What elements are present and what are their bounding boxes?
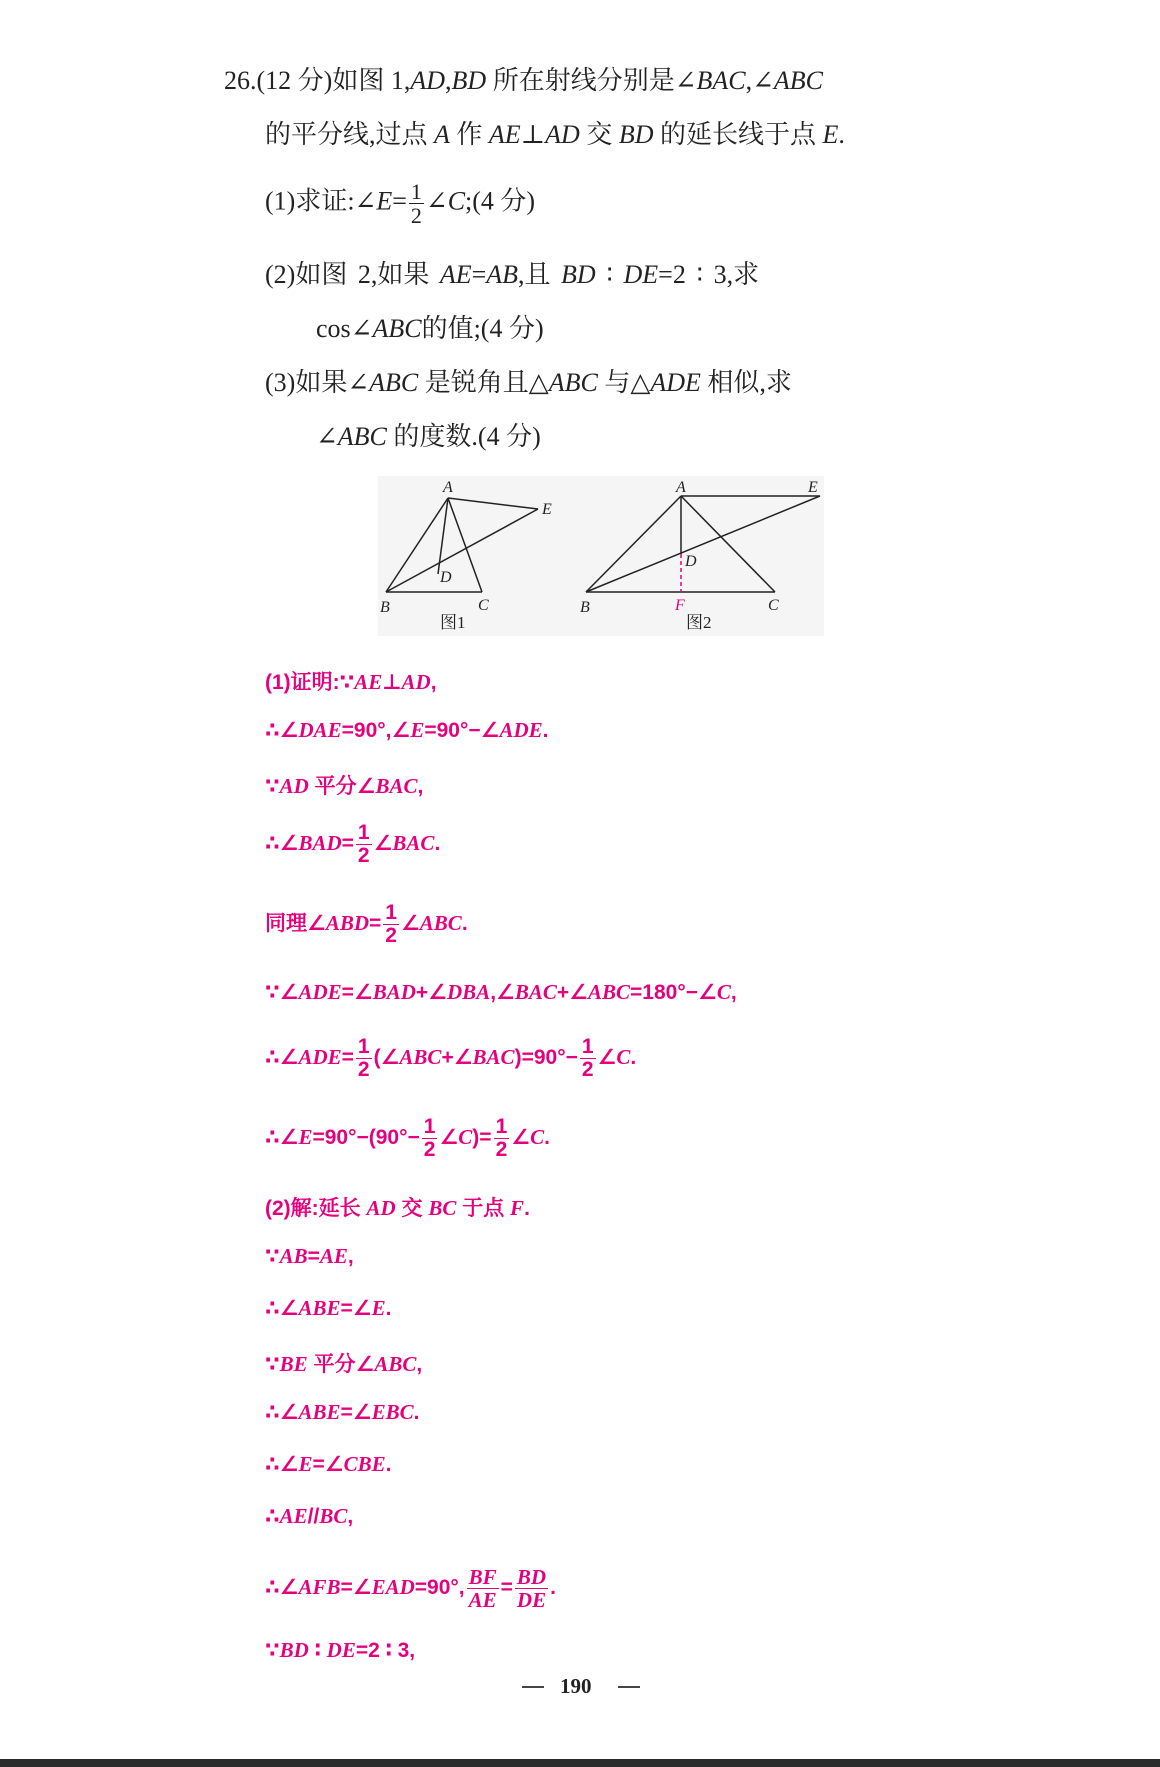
fig1-line-ac bbox=[448, 498, 482, 592]
fig1-label-b: B bbox=[380, 599, 390, 616]
math: DAE bbox=[298, 718, 342, 742]
question-line-1 bbox=[224, 68, 823, 94]
fraction bbox=[467, 1566, 499, 1611]
text: ∵ bbox=[265, 1639, 280, 1662]
math: AB bbox=[486, 260, 519, 289]
fig1-line-ae bbox=[448, 498, 538, 509]
text: . bbox=[630, 1046, 637, 1070]
text: ⊥ bbox=[382, 671, 402, 694]
text: 平分∠ bbox=[307, 1353, 375, 1376]
numerator: 1 bbox=[495, 1115, 508, 1138]
numerator: BF bbox=[468, 1565, 497, 1589]
fig2-caption: 图2 bbox=[686, 613, 712, 632]
question-line-2 bbox=[265, 122, 845, 148]
denominator: 2 bbox=[357, 844, 370, 868]
text: +∠ bbox=[441, 1046, 473, 1070]
math: BAC bbox=[375, 774, 418, 798]
text: =90°,∠ bbox=[341, 719, 411, 742]
math: ABC bbox=[372, 314, 422, 343]
math: BAC bbox=[514, 980, 557, 1004]
math: ABC bbox=[419, 911, 462, 936]
solution-line-16 bbox=[265, 1566, 556, 1611]
text: . bbox=[461, 912, 468, 936]
fig2-label-f: F bbox=[675, 597, 685, 614]
solution-line-14 bbox=[265, 1452, 391, 1477]
text: (3)如果∠ bbox=[265, 368, 370, 397]
fraction bbox=[409, 180, 424, 227]
solution-line-5 bbox=[265, 902, 468, 947]
question-part-3 bbox=[265, 370, 792, 396]
text: . bbox=[544, 1126, 550, 1150]
math: ABC bbox=[548, 368, 598, 397]
text: , bbox=[430, 671, 437, 694]
text: = bbox=[471, 260, 487, 289]
fraction bbox=[515, 1566, 548, 1611]
fraction bbox=[422, 1116, 438, 1161]
text: =180°−∠ bbox=[630, 981, 717, 1004]
figure-1 bbox=[386, 498, 538, 592]
math: ABC bbox=[773, 66, 823, 95]
math: AD bbox=[366, 1196, 396, 1220]
text: ∠ bbox=[373, 832, 393, 856]
question-part-3-cont bbox=[316, 424, 541, 450]
math: BAD bbox=[372, 980, 416, 1004]
figure-2 bbox=[586, 496, 820, 592]
solution-line-7 bbox=[265, 1036, 636, 1081]
text: ∴∠ bbox=[265, 1453, 299, 1476]
math: DBA bbox=[447, 980, 491, 1004]
footer-rule-right bbox=[618, 1686, 640, 1688]
page-number: 190 bbox=[560, 1674, 592, 1698]
text: , bbox=[416, 1353, 423, 1376]
text: ∴∠ bbox=[265, 1401, 299, 1424]
text: 的平分线,过点 bbox=[265, 120, 435, 149]
math: DE bbox=[623, 260, 659, 289]
solution-line-10 bbox=[265, 1244, 354, 1269]
text: . bbox=[434, 832, 441, 856]
denominator: 2 bbox=[423, 1138, 436, 1162]
text: . bbox=[385, 1297, 392, 1320]
text: ∴∠ bbox=[265, 1297, 299, 1320]
fig1-label-d: D bbox=[440, 569, 452, 586]
text: ∴∠ bbox=[265, 1576, 299, 1600]
math: AE bbox=[488, 120, 521, 149]
text: = bbox=[369, 912, 382, 936]
math: C bbox=[458, 1125, 473, 1150]
numerator: 1 bbox=[357, 1035, 370, 1058]
solution-line-9 bbox=[265, 1192, 530, 1222]
text: 同理∠ bbox=[265, 912, 326, 936]
text: =∠ bbox=[312, 1453, 344, 1476]
text: = bbox=[341, 832, 354, 856]
math: BAC bbox=[696, 66, 746, 95]
text: . bbox=[524, 1197, 530, 1220]
denominator: 2 bbox=[581, 1058, 594, 1082]
text: ∶ bbox=[308, 1639, 327, 1662]
text: ∶ bbox=[595, 260, 624, 289]
math: BD bbox=[618, 120, 654, 149]
fig2-label-d: D bbox=[685, 553, 697, 570]
text: ∵∠ bbox=[265, 981, 299, 1004]
text: ∴∠ bbox=[265, 1046, 299, 1070]
math: AE bbox=[279, 1504, 308, 1528]
text: . bbox=[542, 719, 549, 742]
fig1-label-c: C bbox=[478, 597, 489, 614]
text: = bbox=[392, 186, 407, 216]
fig2-line-ac bbox=[681, 496, 775, 592]
solution-line-11 bbox=[265, 1296, 391, 1321]
math: ADE bbox=[499, 718, 543, 742]
fig1-line-ab bbox=[386, 498, 448, 592]
math: ADE bbox=[650, 368, 701, 397]
text: +∠ bbox=[415, 981, 448, 1004]
text: cos∠ bbox=[316, 314, 373, 343]
text: =∠ bbox=[341, 981, 373, 1004]
question-part-2-cont bbox=[316, 316, 544, 342]
fig2-label-b: B bbox=[580, 599, 590, 616]
footer-rule-left bbox=[522, 1686, 544, 1688]
solution-line-4 bbox=[265, 822, 440, 867]
solution-line-1 bbox=[265, 666, 437, 696]
denominator: 2 bbox=[357, 1058, 370, 1082]
math: BD bbox=[451, 66, 487, 95]
figure-panel bbox=[378, 476, 824, 636]
math: BD bbox=[561, 260, 596, 289]
math: C bbox=[447, 186, 466, 216]
text: 所在射线分别是∠ bbox=[486, 66, 697, 95]
text: ∴∠ bbox=[265, 1126, 299, 1150]
math: E bbox=[822, 120, 839, 149]
text: ∴ bbox=[265, 1505, 280, 1528]
math: CBE bbox=[343, 1452, 386, 1476]
math: ABC bbox=[337, 422, 387, 451]
text: =90°−∠ bbox=[424, 719, 500, 742]
math: AD bbox=[545, 120, 580, 149]
math: DE bbox=[326, 1638, 356, 1662]
math: EBC bbox=[371, 1400, 414, 1424]
fig2-line-be bbox=[586, 496, 820, 592]
math: ABD bbox=[325, 911, 370, 936]
text: )= bbox=[472, 1126, 492, 1150]
math: C bbox=[530, 1125, 545, 1150]
text: , bbox=[347, 1505, 354, 1528]
text: ⊥ bbox=[520, 120, 546, 149]
numerator: 1 bbox=[423, 1115, 436, 1138]
text: 平分∠ bbox=[308, 775, 376, 798]
fig1-label-e: E bbox=[542, 501, 552, 518]
text: = bbox=[307, 1245, 320, 1268]
math: AD bbox=[279, 774, 309, 798]
numerator: BD bbox=[516, 1565, 547, 1589]
text: ∠ bbox=[439, 1126, 459, 1150]
math: AE bbox=[439, 260, 472, 289]
math: AD bbox=[401, 670, 431, 694]
text: =∠ bbox=[340, 1576, 372, 1600]
text: =∠ bbox=[340, 1297, 372, 1320]
denominator: 2 bbox=[385, 924, 397, 948]
math: BE bbox=[279, 1352, 308, 1376]
text: 作 bbox=[449, 120, 489, 149]
text: (∠ bbox=[373, 1046, 400, 1070]
solution-line-12 bbox=[265, 1348, 422, 1378]
math: AB bbox=[279, 1244, 308, 1268]
math: E bbox=[298, 1125, 313, 1150]
geometry-figures bbox=[378, 476, 824, 636]
text: , bbox=[347, 1245, 354, 1268]
question-number: 26. bbox=[224, 66, 257, 95]
text: = bbox=[500, 1576, 513, 1600]
text: =∠ bbox=[340, 1401, 372, 1424]
math: BAC bbox=[472, 1045, 515, 1070]
text: 交 bbox=[395, 1197, 429, 1220]
text: . bbox=[413, 1401, 420, 1424]
math: AD bbox=[410, 66, 446, 95]
solution-line-6 bbox=[265, 980, 737, 1005]
math: ADE bbox=[298, 980, 342, 1004]
question-part-2 bbox=[265, 262, 759, 288]
text: // bbox=[307, 1505, 320, 1528]
denominator: DE bbox=[516, 1588, 547, 1613]
fraction bbox=[580, 1036, 596, 1081]
math: E bbox=[371, 1296, 386, 1320]
solution-line-13 bbox=[265, 1400, 419, 1425]
fraction bbox=[383, 902, 399, 947]
math: ABC bbox=[399, 1045, 442, 1070]
fig2-line-ab bbox=[586, 496, 681, 592]
text: 的度数.(4 分) bbox=[386, 422, 541, 451]
text: ∵ bbox=[265, 1245, 280, 1268]
fig1-line-be bbox=[386, 509, 538, 592]
fig2-label-a: A bbox=[676, 479, 686, 496]
text: 交 bbox=[579, 120, 619, 149]
math: C bbox=[716, 980, 731, 1004]
text: , bbox=[417, 775, 424, 798]
text: 的值;(4 分) bbox=[421, 314, 544, 343]
fraction bbox=[356, 1036, 372, 1081]
solution-line-3 bbox=[265, 770, 423, 800]
numerator: 1 bbox=[581, 1035, 594, 1058]
solution-line-17 bbox=[265, 1638, 415, 1663]
question-score: (12 分) bbox=[256, 66, 333, 95]
text: =90°−(90°− bbox=[312, 1126, 420, 1150]
text: ∠ bbox=[400, 912, 420, 936]
text: = bbox=[341, 1046, 354, 1070]
text: . bbox=[550, 1576, 556, 1600]
text: =2 ∶ 3, bbox=[355, 1639, 416, 1662]
bottom-bar bbox=[0, 1759, 1160, 1767]
text: (2)如图 2,如果 bbox=[265, 260, 440, 289]
text: ∠ bbox=[597, 1046, 617, 1070]
math: ABE bbox=[298, 1400, 341, 1424]
math: BD bbox=[279, 1638, 309, 1662]
text: )=90°− bbox=[514, 1046, 578, 1070]
text: 是锐角且△ bbox=[418, 368, 549, 397]
text: , bbox=[445, 66, 452, 95]
text: ∵ bbox=[265, 1353, 280, 1376]
text: ∠ bbox=[425, 186, 448, 216]
text: (2)解:延长 bbox=[265, 1197, 367, 1220]
text: . bbox=[838, 120, 845, 149]
text: =2 ∶ 3,求 bbox=[658, 260, 760, 289]
text: (1)求证:∠ bbox=[265, 186, 377, 216]
numerator: 1 bbox=[385, 901, 397, 924]
denominator: 2 bbox=[410, 203, 422, 229]
text: ∵ bbox=[265, 775, 280, 798]
text: ∴∠ bbox=[265, 719, 299, 742]
math: ADE bbox=[298, 1045, 342, 1070]
denominator: 2 bbox=[495, 1138, 508, 1162]
numerator: 1 bbox=[357, 821, 370, 844]
fig1-label-a: A bbox=[443, 479, 453, 496]
math: AFB bbox=[298, 1575, 341, 1600]
math: BC bbox=[319, 1504, 348, 1528]
math: E bbox=[298, 1452, 313, 1476]
math: EAD bbox=[371, 1575, 415, 1600]
numerator: 1 bbox=[410, 179, 422, 204]
math: ABC bbox=[588, 980, 631, 1004]
math: AE bbox=[319, 1244, 348, 1268]
text: (1)证明:∵ bbox=[265, 671, 355, 694]
math: ABC bbox=[374, 1352, 417, 1376]
fig2-label-c: C bbox=[768, 597, 779, 614]
text: 于点 bbox=[456, 1197, 511, 1220]
math: A bbox=[434, 120, 450, 149]
text: ,∠ bbox=[490, 981, 515, 1004]
text: ∠ bbox=[511, 1126, 531, 1150]
text: ,∠ bbox=[745, 66, 774, 95]
solution-line-15 bbox=[265, 1504, 353, 1529]
denominator: AE bbox=[468, 1588, 497, 1613]
text: . bbox=[385, 1453, 392, 1476]
math: F bbox=[510, 1196, 525, 1220]
text: 与△ bbox=[597, 368, 651, 397]
fraction bbox=[356, 822, 372, 867]
solution-line-8 bbox=[265, 1116, 550, 1161]
math: C bbox=[616, 1045, 631, 1070]
text: =90°, bbox=[414, 1576, 465, 1600]
math: E bbox=[410, 718, 425, 742]
fig1-caption: 图1 bbox=[440, 613, 466, 632]
fraction bbox=[494, 1116, 510, 1161]
question-part-1 bbox=[265, 180, 535, 227]
text: 相似,求 bbox=[700, 368, 792, 397]
text: ∴∠ bbox=[265, 832, 299, 856]
text: ,且 bbox=[518, 260, 562, 289]
fig2-label-e: E bbox=[808, 479, 818, 496]
text: , bbox=[730, 981, 737, 1004]
math: E bbox=[376, 186, 393, 216]
math: ABC bbox=[369, 368, 419, 397]
math: BC bbox=[428, 1196, 457, 1220]
math: BAD bbox=[298, 831, 342, 856]
math: AE bbox=[354, 670, 383, 694]
solution-line-2 bbox=[265, 718, 549, 743]
text: 如图 1, bbox=[332, 66, 411, 95]
text: ;(4 分) bbox=[465, 186, 536, 216]
math: ABE bbox=[298, 1296, 341, 1320]
text: ∠ bbox=[316, 422, 338, 451]
math: BAC bbox=[392, 831, 435, 856]
text: 的延长线于点 bbox=[653, 120, 823, 149]
text: +∠ bbox=[556, 981, 588, 1004]
